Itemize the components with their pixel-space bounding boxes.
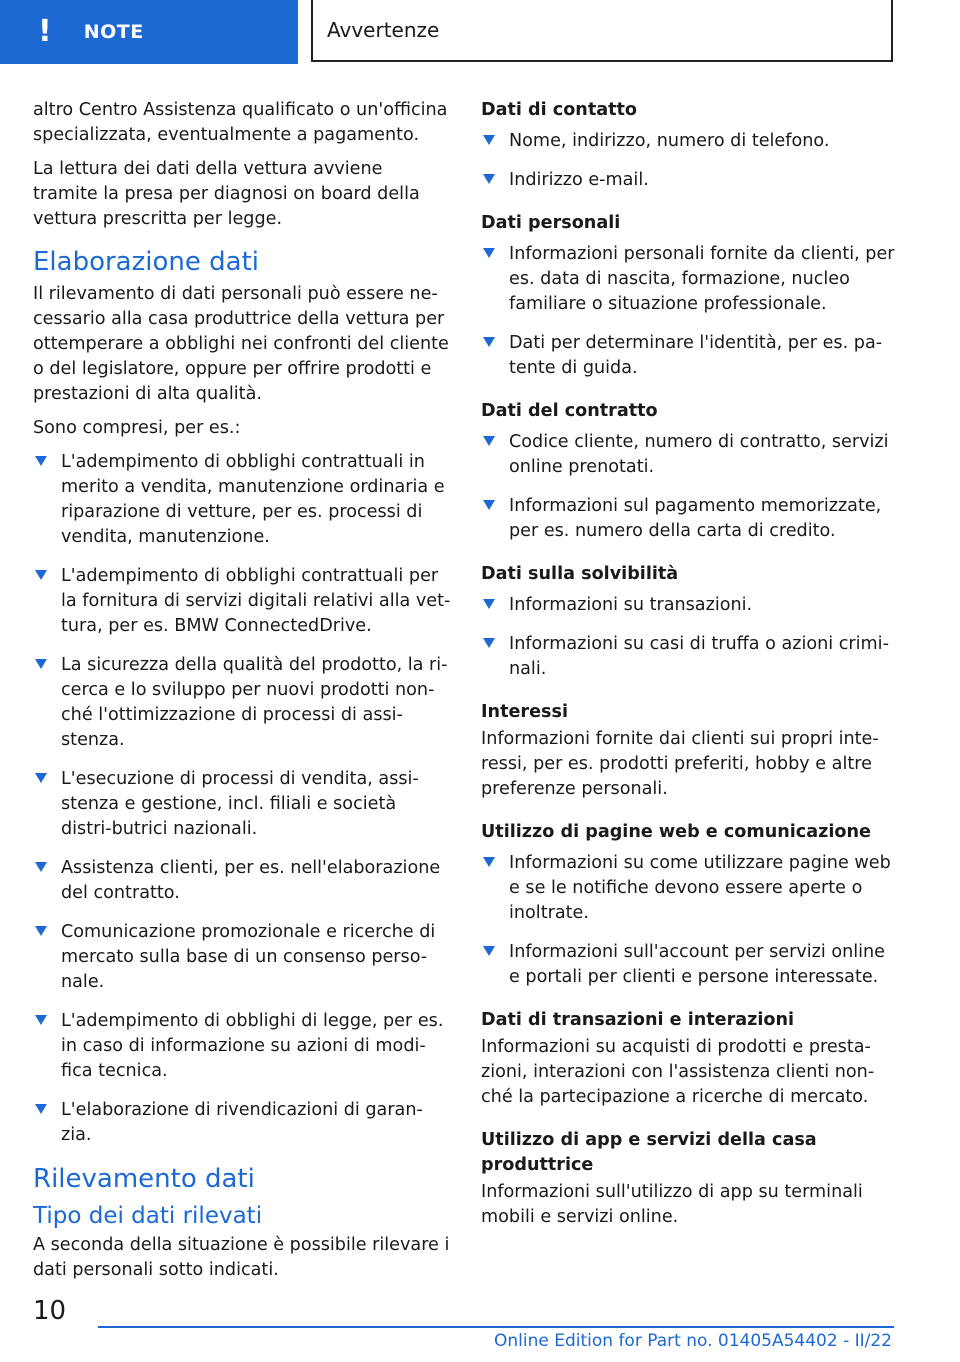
- subsection-title: Dati del contratto: [481, 401, 658, 421]
- triangle-bullet-icon: [35, 1104, 47, 1114]
- section-contatto: [481, 98, 895, 193]
- section-transazioni: [481, 1008, 895, 1110]
- triangle-bullet-icon: [35, 862, 47, 872]
- section-solvibilita: [481, 562, 895, 682]
- paragraph: altro Centro Assistenza qualificato o un'officina specializzata, eventualmente a pagamento.: [33, 100, 448, 145]
- paragraph: A seconda della situazione è possibile rilevare i dati personali sotto indicati.: [33, 1235, 450, 1280]
- left-column: [33, 98, 451, 1292]
- triangle-bullet-icon: [483, 436, 495, 446]
- list-item: L'elaborazione di rivendicazioni di garan-zia.: [33, 1098, 451, 1148]
- page-header: [0, 0, 960, 66]
- triangle-bullet-icon: [483, 337, 495, 347]
- triangle-bullet-icon: [35, 659, 47, 669]
- paragraph: Sono compresi, per es.:: [33, 418, 241, 438]
- right-column: [481, 98, 895, 1248]
- triangle-bullet-icon: [35, 570, 47, 580]
- section-app: [481, 1128, 895, 1230]
- section-web: [481, 820, 895, 990]
- bullet-list: [481, 430, 895, 544]
- section-title: Avvertenze: [327, 18, 440, 42]
- subsection-title: Utilizzo di pagine web e comunicazione: [481, 822, 871, 842]
- exclamation-icon: !: [38, 14, 52, 49]
- triangle-bullet-icon: [483, 857, 495, 867]
- footer-divider: [98, 1326, 894, 1328]
- subsection-title: Interessi: [481, 702, 568, 722]
- triangle-bullet-icon: [35, 773, 47, 783]
- triangle-bullet-icon: [35, 456, 47, 466]
- list-item: Informazioni sul pagamento memorizzate, per es. numero della carta di credito.: [481, 494, 895, 544]
- list-item: Informazioni sull'account per servizi online e portali per clienti e persone interessate.: [481, 940, 895, 990]
- triangle-bullet-icon: [483, 638, 495, 648]
- subsection-title: Dati di contatto: [481, 100, 638, 120]
- list-item: La sicurezza della qualità del prodotto, la ri-cerca e lo sviluppo per nuovi prodotti non-ché l'ottimizzazione di processi di assi-stenza.: [33, 653, 451, 753]
- bullet-list: [481, 129, 895, 193]
- triangle-bullet-icon: [483, 135, 495, 145]
- section-personali: [481, 211, 895, 381]
- list-item: L'adempimento di obblighi di legge, per es. in caso di informazione su azioni di modi-fica tecnica.: [33, 1009, 451, 1084]
- paragraph: Informazioni su acquisti di prodotti e presta-zioni, interazioni con l'assistenza clienti non-ché la partecipazione a ricerche di mercato.: [481, 1037, 875, 1107]
- triangle-bullet-icon: [35, 1015, 47, 1025]
- footer-edition: Online Edition for Part no. 01405A54402 - II/22: [493, 1331, 892, 1351]
- list-item: Dati per determinare l'identità, per es. pa-tente di guida.: [481, 331, 895, 381]
- note-label: NOTE: [83, 21, 144, 43]
- triangle-bullet-icon: [483, 248, 495, 258]
- paragraph: Informazioni sull'utilizzo di app su terminali mobili e servizi online.: [481, 1182, 863, 1227]
- list-item: L'esecuzione di processi di vendita, assi-stenza e gestione, incl. filiali e società distri-butrici nazionali.: [33, 767, 451, 842]
- paragraph: Informazioni fornite dai clienti sui propri inte-ressi, per es. prodotti preferiti, hobby e altre preferenze personali.: [481, 729, 879, 799]
- subsection-title: Dati sulla solvibilità: [481, 564, 679, 584]
- list-item: Informazioni su casi di truffa o azioni crimi-nali.: [481, 632, 895, 682]
- list-item: L'adempimento di obblighi contrattuali in merito a vendita, manutenzione ordinaria e riparazione di vetture, per es. processi di vendita, manutenzione.: [33, 450, 451, 550]
- subsection-title: Utilizzo di app e servizi della casa produttrice: [481, 1130, 817, 1175]
- list-item: Codice cliente, numero di contratto, servizi online prenotati.: [481, 430, 895, 480]
- list-item: Indirizzo e-mail.: [481, 168, 895, 193]
- triangle-bullet-icon: [483, 500, 495, 510]
- bullet-list: [481, 851, 895, 990]
- bullet-list: [481, 242, 895, 381]
- list-item: Informazioni su come utilizzare pagine web e se le notifiche devono essere aperte o inoltrate.: [481, 851, 895, 926]
- subsection-title: Dati di transazioni e interazioni: [481, 1010, 795, 1030]
- heading-elaborazione: Elaborazione dati: [33, 247, 259, 277]
- section-contratto: [481, 399, 895, 544]
- bullet-list: [481, 593, 895, 682]
- paragraph: La lettura dei dati della vettura avviene tramite la presa per diagnosi on board della vettura prescritta per legge.: [33, 159, 420, 229]
- subsection-title: Dati personali: [481, 213, 621, 233]
- section-interessi: [481, 700, 895, 802]
- note-tab: [0, 0, 298, 64]
- list-item: Assistenza clienti, per es. nell'elaborazione del contratto.: [33, 856, 451, 906]
- section-tab: [311, 0, 893, 62]
- list-item: Nome, indirizzo, numero di telefono.: [481, 129, 895, 154]
- paragraph: Il rilevamento di dati personali può essere ne-cessario alla casa produttrice della vettura per ottemperare a obblighi nei confronti del cliente o del legislatore, oppure per offrire prodotti e prestazioni di alta qualità.: [33, 284, 449, 404]
- subheading-tipo: Tipo dei dati rilevati: [33, 1203, 263, 1229]
- triangle-bullet-icon: [483, 946, 495, 956]
- triangle-bullet-icon: [483, 174, 495, 184]
- list-item: L'adempimento di obblighi contrattuali per la fornitura di servizi digitali relativi alla vet-tura, per es. BMW ConnectedDrive.: [33, 564, 451, 639]
- triangle-bullet-icon: [35, 926, 47, 936]
- list-item: Comunicazione promozionale e ricerche di mercato sulla base di un consenso perso-nale.: [33, 920, 451, 995]
- list-item: Informazioni personali fornite da clienti, per es. data di nascita, formazione, nucleo familiare o situazione professionale.: [481, 242, 895, 317]
- heading-rilevamento: Rilevamento dati: [33, 1164, 255, 1194]
- triangle-bullet-icon: [483, 599, 495, 609]
- list-item: Informazioni su transazioni.: [481, 593, 895, 618]
- bullet-list: [33, 450, 451, 1148]
- page-number: 10: [33, 1296, 67, 1326]
